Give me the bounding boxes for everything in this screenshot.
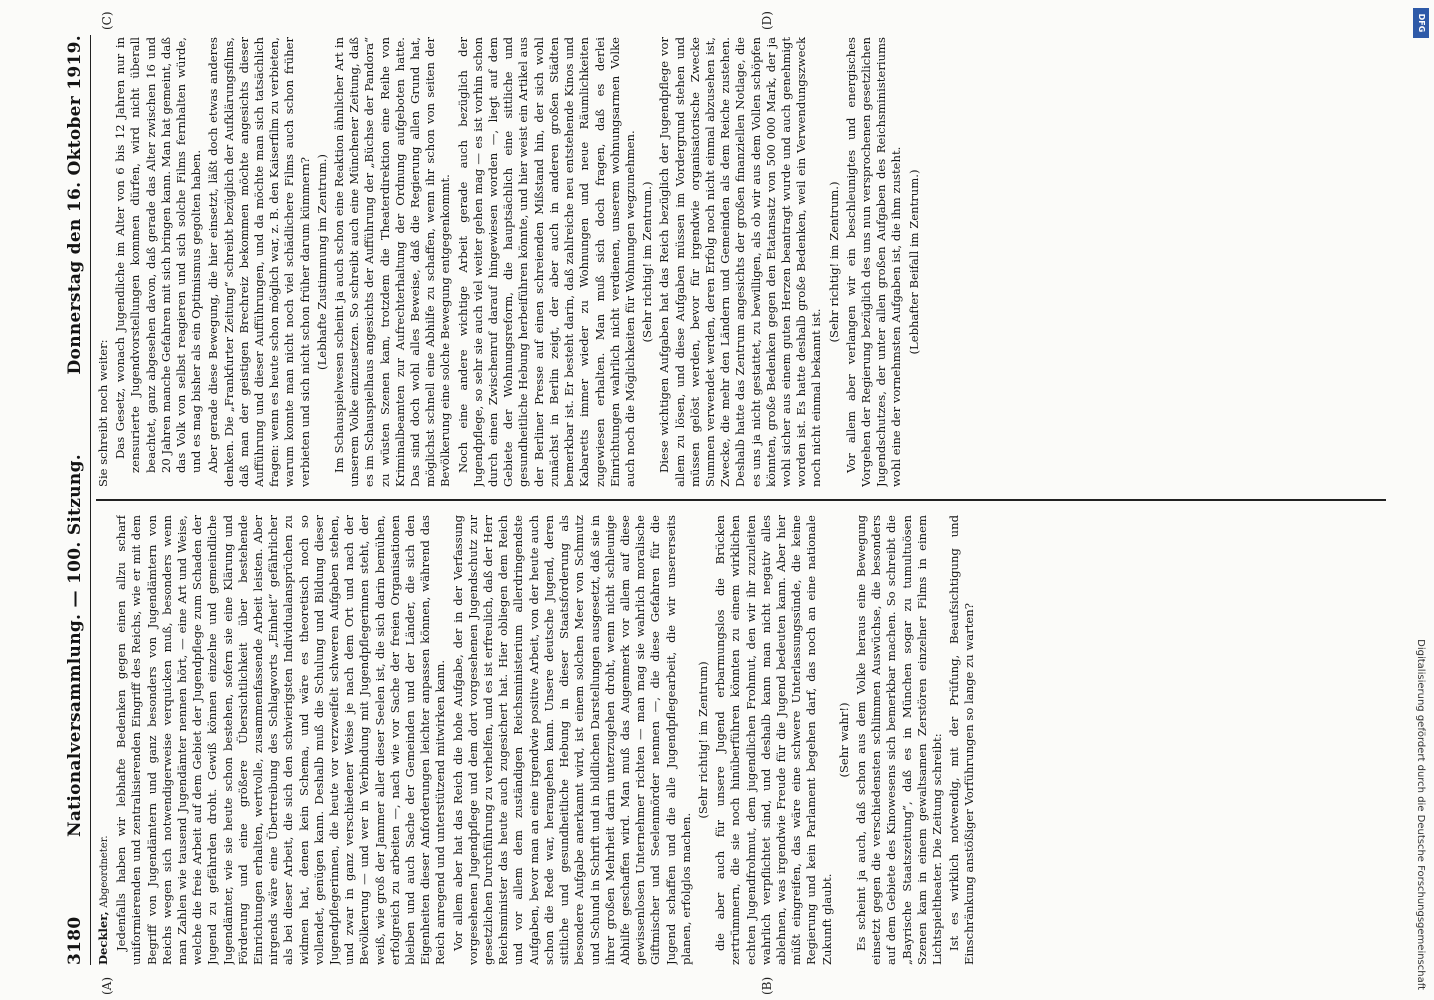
- paragraph: Sie schreibt noch weiter:: [96, 339, 110, 487]
- quotation: Das Gesetz, wonach Jugendliche im Alter von 6 bis 12 Jahren nur in zensurierte Jugendvorstellungen kommen dürfen, wird nicht überall beachtet, ganz abgesehen davon, daß gerade das Alter zwischen 16 und 20 Jahren manche Gefahren mit sich bringen kann. Man hat gemeint, daß das Volk von selbst reagieren und sich solche Films fernhalten würde, und es mag bisher als ein Optimismus gegolten haben.: [113, 37, 204, 473]
- column-divider: [96, 500, 1386, 502]
- paragraph: Im Schauspielwesen scheint ja auch schon eine Reaktion ähnlicher Art in unserem Volke einzusetzen. So schreibt auch eine Münchener Zeitung, daß es im Schauspielhaus angesichts der Aufführung der „Büchse der Pandora“ zu wüsten Szenen kam, trotzdem die Theaterdirektion eine Reihe von Kriminalbeamten zur Aufrechterhaltung der Ordnung aufgeboten hatte. Das sind doch wohl alles Beweise, daß die Regierung allen Grund hat, möglichst schnell eine Abhilfe zu schaffen, wenn ihr schon von seiten der Bevölkerung eine solche Bewegung entgegenkommt.: [332, 37, 453, 487]
- interjection: (Sehr wahr!): [836, 702, 851, 778]
- page-number: 3180: [65, 916, 85, 965]
- rotated-sheet: [60, 11, 1390, 995]
- paragraph: Es scheint ja auch, daß schon aus dem Volke heraus eine Bewegung einsetzt gegen die verschiedensten schlimmen Auswüchse, die besonders auf dem Gebiete des Kinowesens sich bemerkbar machen. So schreibt die „Bayrische Staatszeitung“, daß es in München sogar zu tumultuösen Szenen kam in einem gewaltsamen Zerstören einzelner Films in einem Lichtspieltheater. Die Zeitung schreibt:: [853, 515, 944, 965]
- left-column: [96, 515, 1386, 965]
- paragraph: Ist es wirklich notwendig, mit der Prüfung, Beaufsichtigung und Einschränkung anstößiger Vorführungen so lange zu warten?: [947, 515, 977, 965]
- interjection: (Sehr richtig! im Zentrum.): [640, 181, 655, 343]
- dfg-logo-text: DFG: [1417, 13, 1426, 33]
- speaker-line: [96, 515, 112, 965]
- paragraph: Diese wichtigen Aufgaben hat das Reich bezüglich der Jugendpflege vor allem zu lösen, und diese Aufgaben müssen im Vordergrund stehen und müssen gelöst werden, bevor für irgendwie organisatorische Zwecke Summen verwendet werden, deren Erfolg noch nicht einmal abzusehen ist, Zwecke, die mehr den Ländern und Gemeinden als dem Reiche zustehen. Deshalb hatte das Zentrum angesichts der großen finanziellen Notlage, die es uns ja nicht gestattet, zu bewilligen, als ob wir aus dem Vollen schöpfen könnten, große Bedenken gegen den Etatansatz von 500 000 Mark, der ja wohl sicher aus einem guten Herzen beantragt wurde und auch genehmigt worden ist. Es hatte deshalb große Bedenken, weil ein Verwendungszweck noch nicht einmal bekannt ist.: [657, 37, 824, 487]
- interjection: (Sehr richtig! im Zentrum): [695, 661, 710, 819]
- speaker-name: Deckler,: [96, 911, 110, 965]
- margin-mark-d: (D): [760, 11, 774, 30]
- digitization-credit: [1412, 10, 1432, 990]
- right-column: [96, 37, 1386, 487]
- interjection: (Lebhafter Beifall im Zentrum.): [906, 169, 921, 355]
- session-date: Donnerstag den 16. Oktober 1919.: [65, 35, 85, 375]
- margin-mark-b: (B): [760, 976, 774, 995]
- margin-mark-c: (C): [100, 11, 114, 30]
- paragraph: Vor allem aber verlangen wir ein beschleunigtes und energisches Vorgehen der Regierung bezüglich des uns nun versprochenen gesetzlichen Jugendschutzes, der unter allen großen Aufgaben des Reichsministeriums wohl eine der vornehmsten Aufgaben ist, die ihm zusteht.: [843, 37, 904, 487]
- page-header: [60, 35, 91, 965]
- interjection: (Sehr richtig! im Zentrum.): [826, 181, 841, 343]
- paragraph: Vor allem aber hat das Reich die hohe Aufgabe, der in der Verfassung vorgesehenen Jugendpflege und dem dort vorgesehenen Jugendschutz zur gesetzlichen Durchführung zu verhelfen, und es ist erfreulich, daß der Herr Reichsminister das heute auch zugesichert hat. Hier obliegen dem Reich und vor allem dem zuständigen Reichsministerium allerdringendste Aufgaben, bevor man an eine irgendwie positive Arbeit, von der heute auch schon die Rede war, herangehen kann. Unsere deutsche Jugend, deren sittliche und gesundheitliche Hebung in dieser Staatsforderung als besondere Aufgabe anerkannt wird, ist einem solchen Meer von Schmutz und Schund in Schrift und in bildlichen Darstellungen ausgesetzt, daß sie in ihrer großen Mehrheit darin unterzugehen droht, wenn nicht schleunige Abhilfe geschaffen wird. Man muß das Augenmerk vor allem auf diese gewissenlosen Unternehmer richten — man mag sie wahrlich moralische Giftmischer und Seelenmörder nennen —, die diese Gefahren für die Jugend schaffen und die alle Jugendpflegearbeit, die wir unsererseits planen, erfolglos machen.: [450, 515, 693, 965]
- paragraph: die aber auch für unsere Jugend erbarmungslos die Brücken zertrümmern, die sie noch hinüberführen könnten zu einem wirklichen echten Jugendfrohmut, dem jugendlichen Frohmut, den wir ihr zuzuleiten wahrlich verpflichtet sind, und deshalb kann man nicht negativ alles ablehnen, was irgendwie Freude für die Jugend bedeuten kann. Aber hier müßt eingreifen, das wäre eine schwere Unterlassungssünde, die keine Regierung und kein Parlament begehen darf, das noch an eine nationale Zukunft glaubt.: [713, 515, 834, 965]
- paragraph: Jedenfalls haben wir lebhafte Bedenken gegen einen allzu scharf uniformierenden und zentralisierenden Eingriff des Reichs, wie er mit dem Begriff von Jugendämtern und ganz besonders von Jugendämtern von Reichs wegen sich notwendigerweise verquicken muß, besonders wenn man Zahlen wie tausend Jugendämter nennen hört, — eine Art und Weise, welche die freie Arbeit auf dem Gebiet der Jugendpflege zum Schaden der Jugend zu gefährden droht. Gewiß können einzelne und gemeindliche Jugendämter, wie sie heute schon bestehen, sofern sie eine Klärung und Förderung und eine größere Übersichtlichkeit über bestehende Einrichtungen erhalten, wertvolle, zusammenfassende Arbeit leisten. Aber nirgends wäre eine Übertreibung des Schlagworts „Einheit“ gefährlicher als bei dieser Arbeit, die sich den schwierigsten Individualansprüchen zu widmen hat, denen kein Schema, und wäre es theoretisch noch so vollendet, genügen kann. Deshalb muß die Schulung und Bildung dieser Jugendpflegerinnen, die heute vor verzweifelt schweren Aufgaben stehen, und zwar in ganz verschiedener Weise je nach dem Ort und nach der Bevölkerung — und wer in Verbindung mit Jugendpflegerinnen steht, der weiß, wie groß der Jammer aller dieser Seelen ist, die sich darin bemühen, erfolgreich zu arbeiten —, nach wie vor Sache der freien Organisationen bleiben und auch Sache der Gemeinden und der Länder, die sich den Eigenheiten dieser Anforderungen leichter anpassen können, während das Reich anregend und unterstützend mitwirken kann.: [114, 515, 448, 965]
- interjection: (Lebhafte Zustimmung im Zentrum.): [314, 154, 329, 370]
- speaker-role: Abgeordneter.: [99, 835, 110, 908]
- paragraph: Noch eine andere wichtige Arbeit gerade auch bezüglich der Jugendpflege, so sehr sie auch viel weiter gehen mag — es ist vorhin schon durch einen Zwischenruf darauf hingewiesen worden —, liegt auf dem Gebiete der Wohnungsreform, die hauptsächlich eine sittliche und gesundheitliche Hebung herbeiführen könnte, und hier weist ein Artikel aus der Berliner Presse auf einen schreienden Mißstand hin, der sich wohl zunächst in Berlin zeigt, der aber auch in anderen großen Städten bemerkbar ist. Er besteht darin, daß zahlreiche neu entstehende Kinos und Kabaretts immer wieder zu Wohnungen und neue Räumlichkeiten zugewiesen erhalten. Man muß sich doch fragen, daß es derlei Einrichtungen wahrlich nicht verdienen, unserem wohnungsarmen Volke auch noch die Möglichkeiten für Wohnungen wegzunehmen.: [455, 37, 637, 487]
- paragraph: Aber gerade diese Bewegung, die hier einsetzt, läßt doch etwas anderes denken. Die „Frankfurter Zeitung“ schreibt bezüglich der Aufklärungsfilms, daß man der geistigen Brechreiz bekommen möchte angesichts dieser Aufführung und dieser Aufführungen, und da möchte man sich tatsächlich fragen: wenn es heute schon möglich war, z. B. den Kaiserfilm zu verbieten, warum konnte man nicht noch viel schädlichere Films auch schon früher verbieten und sich nicht schon früher darum kümmern?: [206, 37, 312, 487]
- margin-mark-a: (A): [100, 976, 114, 995]
- assembly-title: Nationalversammlung. — 100. Sitzung.: [65, 454, 85, 837]
- digitization-credit-text: Digitalisierung gefördert durch die Deutsche Forschungsgemeinschaft: [1415, 639, 1426, 990]
